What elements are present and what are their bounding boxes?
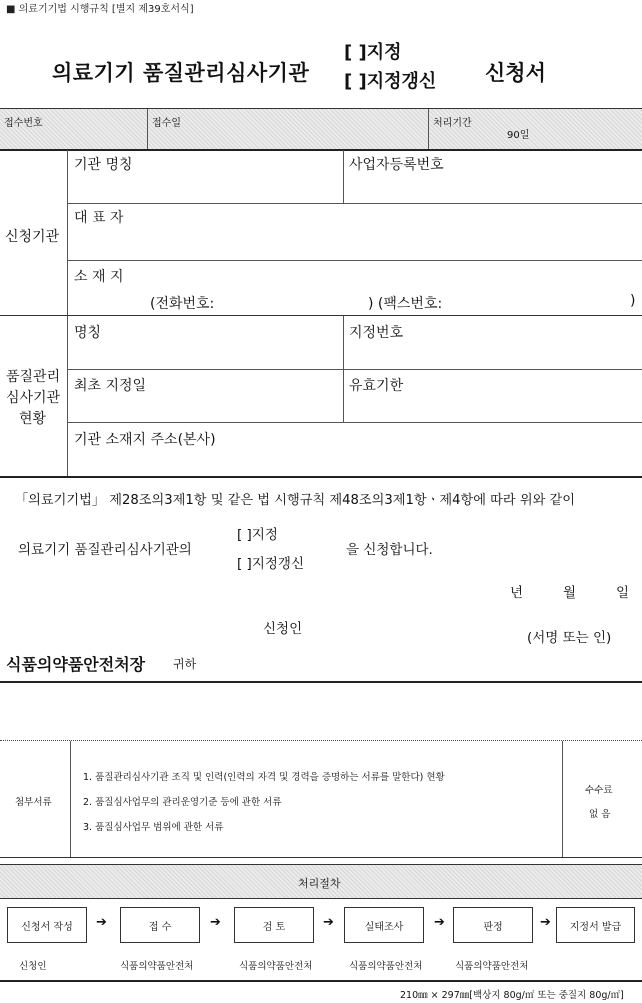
arrow-icon: ➔ bbox=[210, 915, 221, 930]
step-box: 판정 bbox=[453, 907, 533, 943]
recipient: 식품의약품안전처장 bbox=[6, 655, 146, 674]
title-suffix: 신청서 bbox=[485, 61, 546, 85]
declaration-line2-suffix: 을 신청합니다. bbox=[346, 542, 433, 558]
arrow-icon: ➔ bbox=[323, 915, 334, 930]
representative-label: 대 표 자 bbox=[74, 210, 124, 226]
hq-address-label: 기관 소재지 주소(본사) bbox=[74, 432, 216, 448]
declaration-line1: 「의료기기법」 제28조의3제1항 및 같은 법 시행규칙 제48조의3제1항ㆍ제4항에 따라 위와 같이 bbox=[15, 493, 576, 508]
title-option-renewal: [ ]지정갱신 bbox=[344, 71, 437, 92]
business-number-label: 사업자등록번호 bbox=[349, 157, 444, 173]
processing-period-label: 처리기간 bbox=[433, 118, 472, 129]
form-header: ■ 의료기기법 시행규칙 [별지 제39호서식] bbox=[6, 4, 194, 15]
date-month: 월 bbox=[563, 585, 577, 601]
arrow-icon: ➔ bbox=[540, 915, 551, 930]
fee-label: 수수료 bbox=[585, 785, 613, 796]
attachment-item: 3. 품질심사업무 범위에 관한 서류 bbox=[83, 822, 224, 833]
step-role: 식품의약품안전처 bbox=[455, 961, 529, 972]
attachments-label: 첨부서류 bbox=[15, 797, 52, 808]
step-box: 실태조사 bbox=[344, 907, 424, 943]
receipt-row bbox=[0, 109, 642, 149]
step-box: 접 수 bbox=[120, 907, 200, 943]
recipient-suffix: 귀하 bbox=[173, 657, 197, 671]
receipt-number-label: 접수번호 bbox=[4, 118, 43, 129]
paper-spec-footer: 210㎜ × 297㎜[백상지 80g/㎡ 또는 중질지 80g/㎡] bbox=[400, 990, 624, 1001]
status-section-label-3: 현황 bbox=[19, 411, 47, 427]
fax-close: ) bbox=[630, 293, 636, 309]
processing-period-value: 90일 bbox=[507, 130, 530, 141]
step-box: 지정서 발급 bbox=[556, 907, 635, 943]
declaration-option-renewal: [ ]지정갱신 bbox=[237, 556, 304, 572]
title-option-designation: [ ]지정 bbox=[344, 42, 402, 63]
step-role: 식품의약품안전처 bbox=[349, 961, 423, 972]
attachment-item: 1. 품질관리심사기관 조직 및 인력(인력의 자격 및 경력을 증명하는 서류를 말한다) 현황 bbox=[83, 772, 445, 783]
form-title: 의료기기 품질관리심사기관 bbox=[52, 61, 310, 85]
status-section-label-1: 품질관리 bbox=[6, 369, 61, 385]
phone-label: (전화번호: bbox=[150, 296, 215, 312]
valid-period-label: 유효기한 bbox=[349, 378, 404, 394]
first-designation-label: 최초 지정일 bbox=[74, 378, 147, 394]
step-role: 식품의약품안전처 bbox=[239, 961, 313, 972]
status-section-label-2: 심사기관 bbox=[6, 390, 61, 406]
signature-label: (서명 또는 인) bbox=[527, 630, 612, 646]
receipt-date-label: 접수일 bbox=[152, 118, 181, 129]
step-role: 신청인 bbox=[19, 961, 47, 972]
arrow-icon: ➔ bbox=[434, 915, 445, 930]
arrow-icon: ➔ bbox=[96, 915, 107, 930]
declaration-option-designation: [ ]지정 bbox=[237, 527, 278, 543]
org-name-label: 기관 명칭 bbox=[74, 157, 133, 173]
status-name-label: 명칭 bbox=[74, 325, 102, 341]
designation-number-label: 지정번호 bbox=[349, 325, 404, 341]
address-label: 소 재 지 bbox=[74, 269, 124, 285]
declaration-line2-prefix: 의료기기 품질관리심사기관의 bbox=[18, 542, 192, 558]
date-year: 년 bbox=[510, 585, 524, 601]
date-day: 일 bbox=[616, 585, 630, 601]
attachment-item: 2. 품질심사업무의 관리운영기준 등에 관한 서류 bbox=[83, 797, 282, 808]
step-role: 식품의약품안전처 bbox=[120, 961, 194, 972]
fax-label: ) (팩스번호: bbox=[368, 296, 443, 312]
applicant-label: 신청인 bbox=[263, 621, 303, 637]
procedure-title: 처리절차 bbox=[298, 877, 341, 890]
step-box: 검 토 bbox=[234, 907, 314, 943]
applicant-section-label: 신청기관 bbox=[5, 229, 60, 245]
step-box: 신청서 작성 bbox=[7, 907, 87, 943]
fee-value: 없 음 bbox=[589, 809, 611, 820]
